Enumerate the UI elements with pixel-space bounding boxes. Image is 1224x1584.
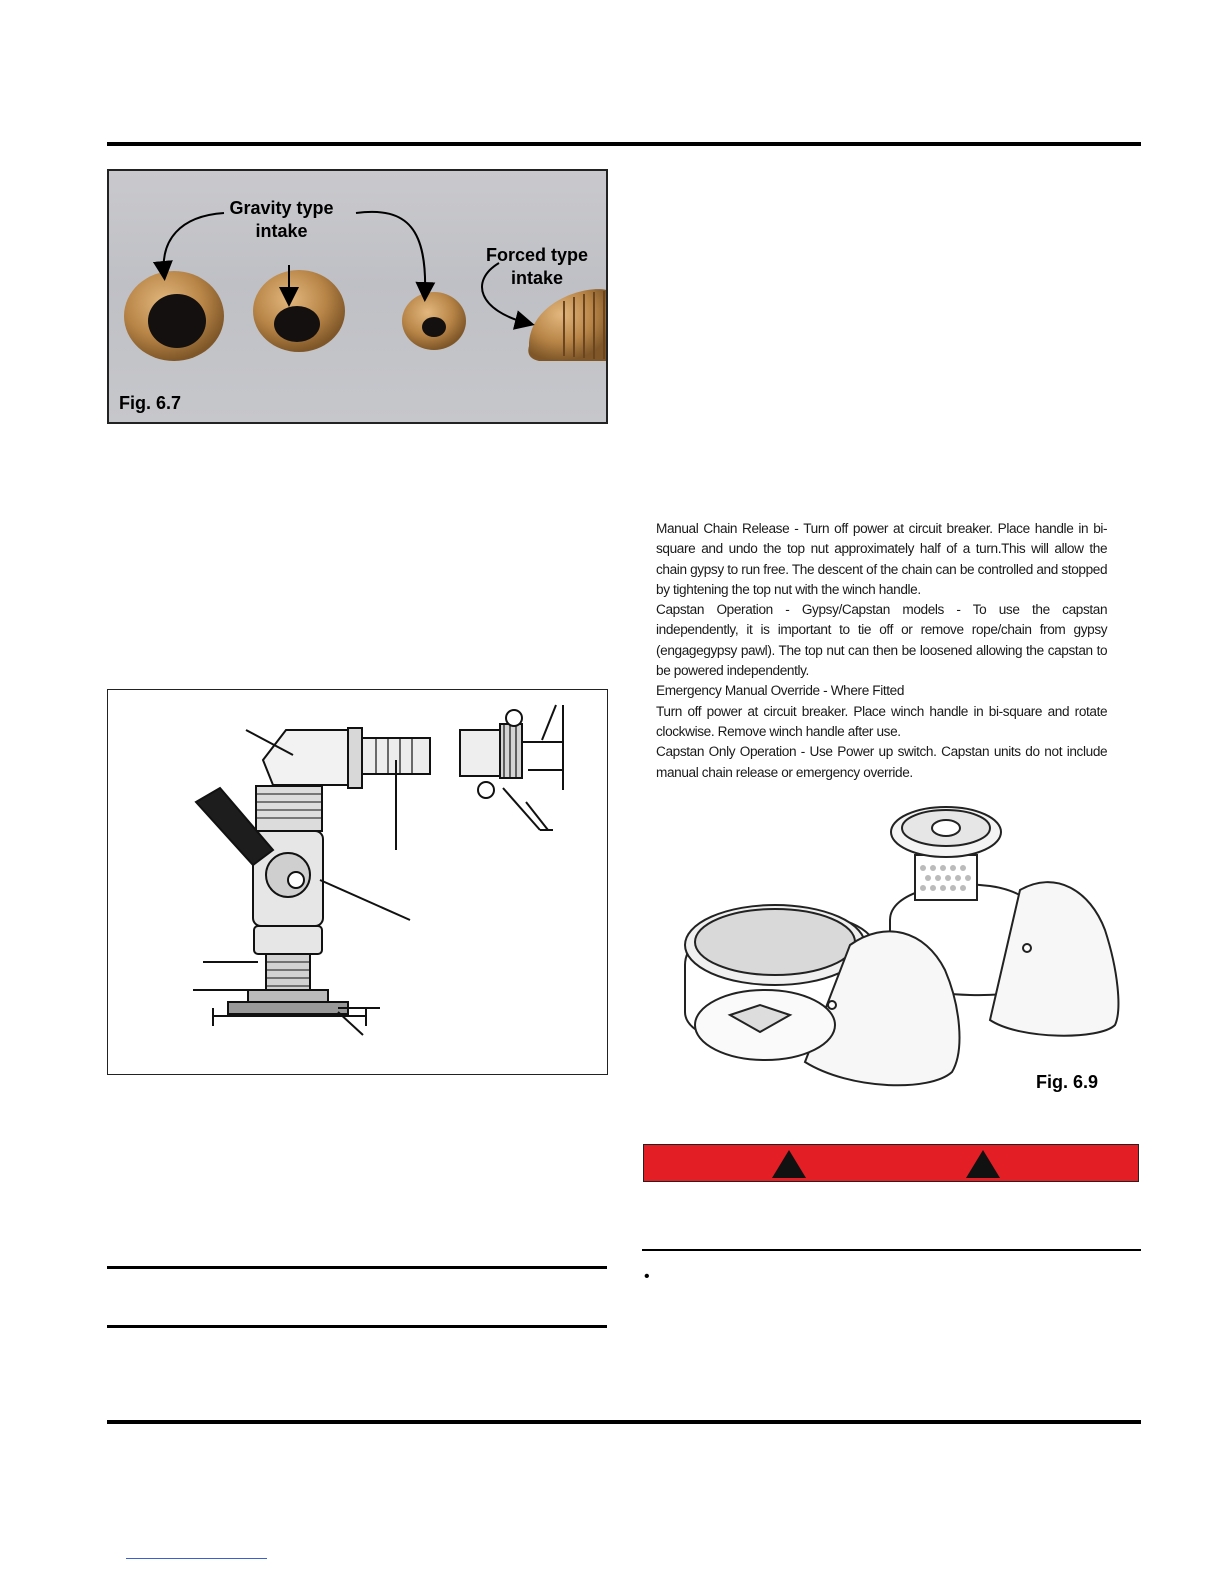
forced-type-label: Forced type intake	[485, 245, 589, 288]
manual-chain-release-text: Manual Chain Release - Turn off power at circuit breaker. Place handle in bi-square and undo the top nut approximately half of a turn.This will allow the chain gypsy to run free. The descent of the chain can be controlled and stopped by tightening the top nut with the winch handle.	[656, 521, 1108, 598]
left-section-rule-top	[107, 1266, 607, 1269]
emergency-override-text: Turn off power at circuit breaker. Place winch handle in bi-square and rotate clockwise. Remove winch handle after use.	[656, 703, 1108, 740]
warning-banner	[643, 1144, 1139, 1182]
header-rule	[107, 142, 1141, 146]
footer-link-underline[interactable]	[126, 1558, 267, 1559]
footer-rule	[107, 1420, 1141, 1424]
figure-6-7-photo	[107, 169, 608, 424]
warning-triangle-icon	[772, 1150, 806, 1178]
figure-6-7-caption: Fig. 6.7	[119, 393, 182, 413]
seacock-diagram	[107, 689, 608, 1075]
bullet-point: •	[644, 1268, 650, 1285]
capstan-operation-text: Capstan Operation - Gypsy/Capstan models - To use the capstan independently, it is important to tie off or remove rope/chain from gypsy (engagegypsy pawl). The top nut can then be loosened allowing the capstan to be powered independently.	[656, 602, 1108, 680]
intake-fittings-illustration	[109, 171, 608, 424]
windlass-instructions	[656, 519, 1107, 783]
figure-6-9-caption: Fig. 6.9	[1036, 1072, 1099, 1092]
left-section-rule-bottom	[107, 1325, 607, 1328]
gravity-type-label: Gravity type intake	[229, 198, 334, 241]
warning-triangle-icon	[966, 1150, 1000, 1178]
right-section-rule	[642, 1249, 1141, 1251]
emergency-override-heading: Emergency Manual Override - Where Fitted	[656, 683, 905, 700]
capstan-only-text: Capstan Only Operation - Use Power up switch. Capstan units do not include manual chain release or emergency override.	[656, 744, 1108, 781]
windlass-drawing	[660, 800, 1130, 1100]
seacock-drawing	[108, 690, 608, 1075]
